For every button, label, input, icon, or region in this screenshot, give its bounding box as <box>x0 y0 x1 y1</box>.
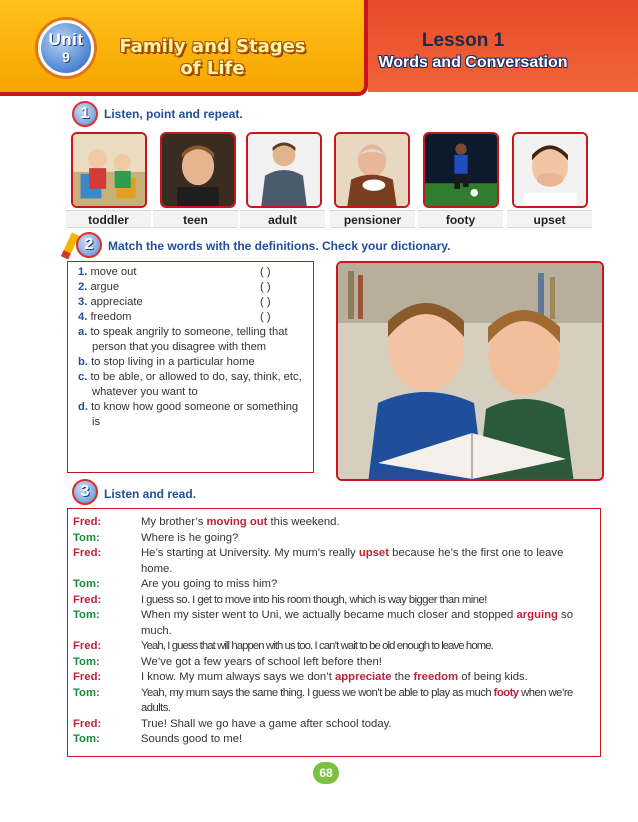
footy-picture <box>423 132 499 208</box>
section-3-number: 3 <box>72 479 98 505</box>
definition-text: to know how good someone or something is <box>91 401 299 428</box>
toddler-illustration <box>73 134 145 206</box>
answer-blank[interactable]: ( ) <box>260 281 271 293</box>
dialogue-text: Where is he going? <box>141 531 239 544</box>
dialogue-line <box>73 717 600 733</box>
definition-letter: a. <box>78 326 88 338</box>
word-number: 1. <box>78 266 88 278</box>
caption-footy: footy <box>418 210 503 228</box>
definition-text: to be able, or allowed to do, say, think, etc, whatever you want to <box>90 371 302 398</box>
upset-illustration <box>514 134 586 206</box>
unit-number: 9 <box>62 49 70 65</box>
dialogue-line <box>73 639 600 655</box>
caption-toddler: toddler <box>66 210 151 228</box>
pensioner-picture <box>334 132 410 208</box>
section-1-number: 1 <box>72 101 98 127</box>
matching-exercise-box <box>67 261 314 473</box>
speaker-tom: Tom: <box>73 733 100 745</box>
teen-illustration <box>162 134 234 206</box>
answer-blank[interactable]: ( ) <box>260 266 271 278</box>
lesson-subtitle: Words and Conversation <box>378 54 568 71</box>
word-number: 2. <box>78 281 88 293</box>
definition-row <box>78 355 307 370</box>
definition-row <box>78 400 307 430</box>
dialogue-text: Yeah, my mum says the same thing. I guess we won’t be able to play as much footy when we’re adults. <box>141 686 573 714</box>
word-row <box>78 265 307 280</box>
dialogue-line <box>73 593 600 609</box>
caption-teen: teen <box>153 210 238 228</box>
dialogue-text: I know. My mum always says we don’t appreciate the freedom of being kids. <box>141 671 528 683</box>
dialogue-line <box>73 686 600 717</box>
definition-letter: b. <box>78 356 88 368</box>
speaker-tom: Tom: <box>73 655 100 668</box>
page-number-badge: 68 <box>313 762 339 784</box>
boys-reading-illustration <box>338 263 604 481</box>
speaker-fred: Fred: <box>73 717 102 730</box>
definition-row <box>78 370 307 400</box>
definition-text: to stop living in a particular home <box>91 356 255 368</box>
unit-word: Unit <box>48 30 84 49</box>
section-2-number: 2 <box>76 232 102 258</box>
dialogue-line <box>73 670 600 686</box>
dialogue-line <box>73 515 600 531</box>
boys-reading-photo <box>336 261 604 481</box>
dialogue-line <box>73 531 600 547</box>
caption-pensioner: pensioner <box>330 210 415 228</box>
definition-row <box>78 325 307 355</box>
upset-picture <box>512 132 588 208</box>
dialogue-line <box>73 608 600 639</box>
speaker-tom: Tom: <box>73 686 100 699</box>
dialogue-text: My brother’s moving out this weekend. <box>141 516 340 528</box>
dialogue-text: When my sister went to Uni, we actually became much closer and stopped arguing so much. <box>141 609 573 637</box>
definition-letter: d. <box>78 401 88 413</box>
word-text: move out <box>90 266 137 278</box>
dialogue-text: Are you going to miss him? <box>141 578 278 590</box>
footy-illustration <box>425 134 497 206</box>
lesson-title: Lesson 1 <box>421 30 505 51</box>
caption-adult: adult <box>240 210 325 228</box>
word-row <box>78 310 307 325</box>
caption-upset: upset <box>507 210 592 228</box>
speaker-fred: Fred: <box>73 547 102 559</box>
word-text: appreciate <box>90 296 143 308</box>
speaker-fred: Fred: <box>73 516 102 528</box>
speaker-fred: Fred: <box>73 640 102 652</box>
dialogue-text: I guess so. I get to move into his room though, which is way bigger than mine! <box>141 593 487 606</box>
section-1-heading: Listen, point and repeat. <box>104 107 243 121</box>
speaker-tom: Tom: <box>73 531 100 544</box>
dialogue-line <box>73 546 600 577</box>
dialogue-line <box>73 732 600 748</box>
word-number: 4. <box>78 311 88 323</box>
dialogue-text: Sounds good to me! <box>141 733 243 745</box>
dialogue-line <box>73 577 600 593</box>
word-text: argue <box>90 281 120 293</box>
speaker-fred: Fred: <box>73 671 102 683</box>
dialogue-box <box>67 508 601 757</box>
dialogue-text: He’s starting at University. My mum’s really upset because he’s the first one to leave home. <box>141 547 564 575</box>
dialogue-text: We’ve got a few years of school left before then! <box>141 655 382 668</box>
speaker-tom: Tom: <box>73 609 100 621</box>
toddler-picture <box>71 132 147 208</box>
word-number: 3. <box>78 296 88 308</box>
unit-badge <box>38 20 94 76</box>
speaker-fred: Fred: <box>73 593 102 606</box>
word-text: freedom <box>90 311 132 323</box>
definition-text: to speak angrily to someone, telling that person that you disagree with them <box>90 326 288 353</box>
dialogue-line <box>73 655 600 671</box>
definition-letter: c. <box>78 371 88 383</box>
pensioner-illustration <box>336 134 408 206</box>
dialogue-text: Yeah, I guess that will happen with us too. I can’t wait to be old enough to leave home. <box>141 640 493 652</box>
section-2-heading: Match the words with the definitions. Check your dictionary. <box>108 239 451 253</box>
speaker-tom: Tom: <box>73 578 100 590</box>
adult-picture <box>246 132 322 208</box>
word-row <box>78 295 307 310</box>
unit-title: Family and Stages of Life <box>119 36 306 79</box>
word-row <box>78 280 307 295</box>
answer-blank[interactable]: ( ) <box>260 311 271 323</box>
adult-illustration <box>248 134 320 206</box>
dialogue-text: True! Shall we go have a game after school today. <box>141 717 392 730</box>
section-3-heading: Listen and read. <box>104 487 197 501</box>
teen-picture <box>160 132 236 208</box>
answer-blank[interactable]: ( ) <box>260 296 271 308</box>
